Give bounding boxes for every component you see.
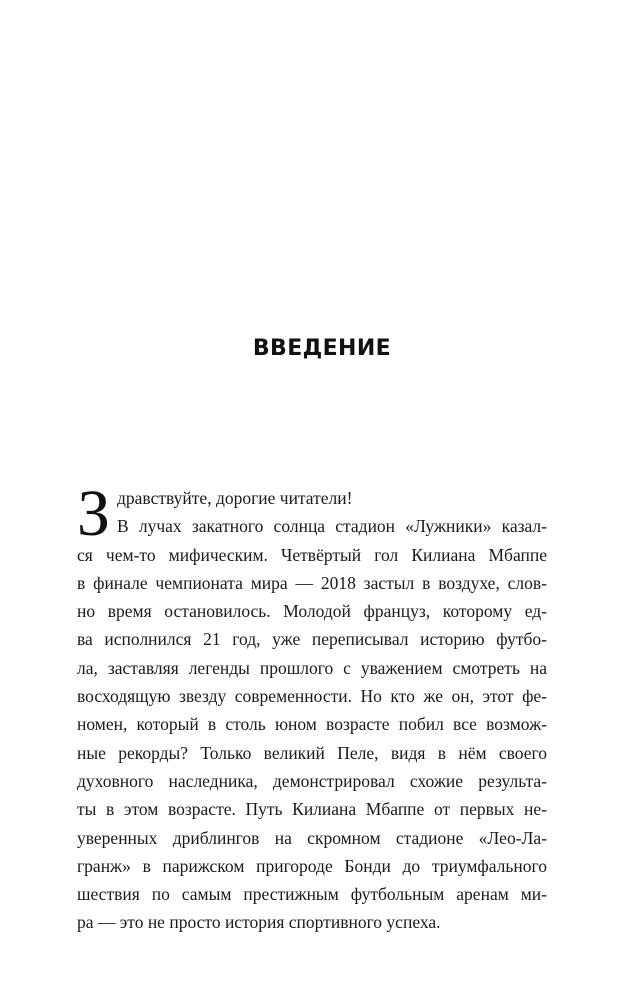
text-line: номен, который в столь юном возрасте побил все возмож- — [77, 714, 547, 735]
text-line: но время остановилось. Молодой француз, которому ед- — [77, 601, 547, 622]
text-line: дравствуйте, дорогие читатели! — [117, 488, 353, 508]
text-line: гранж» в парижском пригороде Бонди до триумфального — [77, 855, 547, 876]
text-line: духовного наследника, демонстрировал схожие результа- — [77, 770, 547, 791]
text-line: восходящую звезду современности. Но кто же он, этот фе- — [77, 686, 547, 707]
text-line: В лучах закатного солнца стадион «Лужники» казал- — [117, 516, 547, 537]
text-line: ла, заставляя легенды прошлого с уважением смотреть на — [77, 657, 547, 678]
text-line: ты в этом возрасте. Путь Килиана Мбаппе от первых не- — [77, 799, 547, 820]
text-line: ся чем-то мифическим. Четвёртый гол Килиана Мбаппе — [77, 544, 547, 565]
text-line: ра — это не просто история спортивного успеха. — [77, 912, 441, 933]
drop-cap: З — [77, 477, 111, 550]
chapter-title: ВВЕДЕНИЕ — [252, 336, 392, 361]
text-line: уверенных дриблингов на скромном стадионе «Лео-Ла- — [77, 827, 547, 848]
text-line: в финале чемпионата мира — 2018 застыл в воздухе, слов- — [77, 572, 547, 593]
text-line: ва исполнился 21 год, уже переписывал историю футбо- — [77, 629, 547, 650]
body-paragraph — [77, 477, 547, 937]
text-line: шествия по самым престижным футбольным аренам ми- — [77, 884, 547, 905]
text-line: ные рекорды? Только великий Пеле, видя в нём своего — [77, 742, 547, 763]
